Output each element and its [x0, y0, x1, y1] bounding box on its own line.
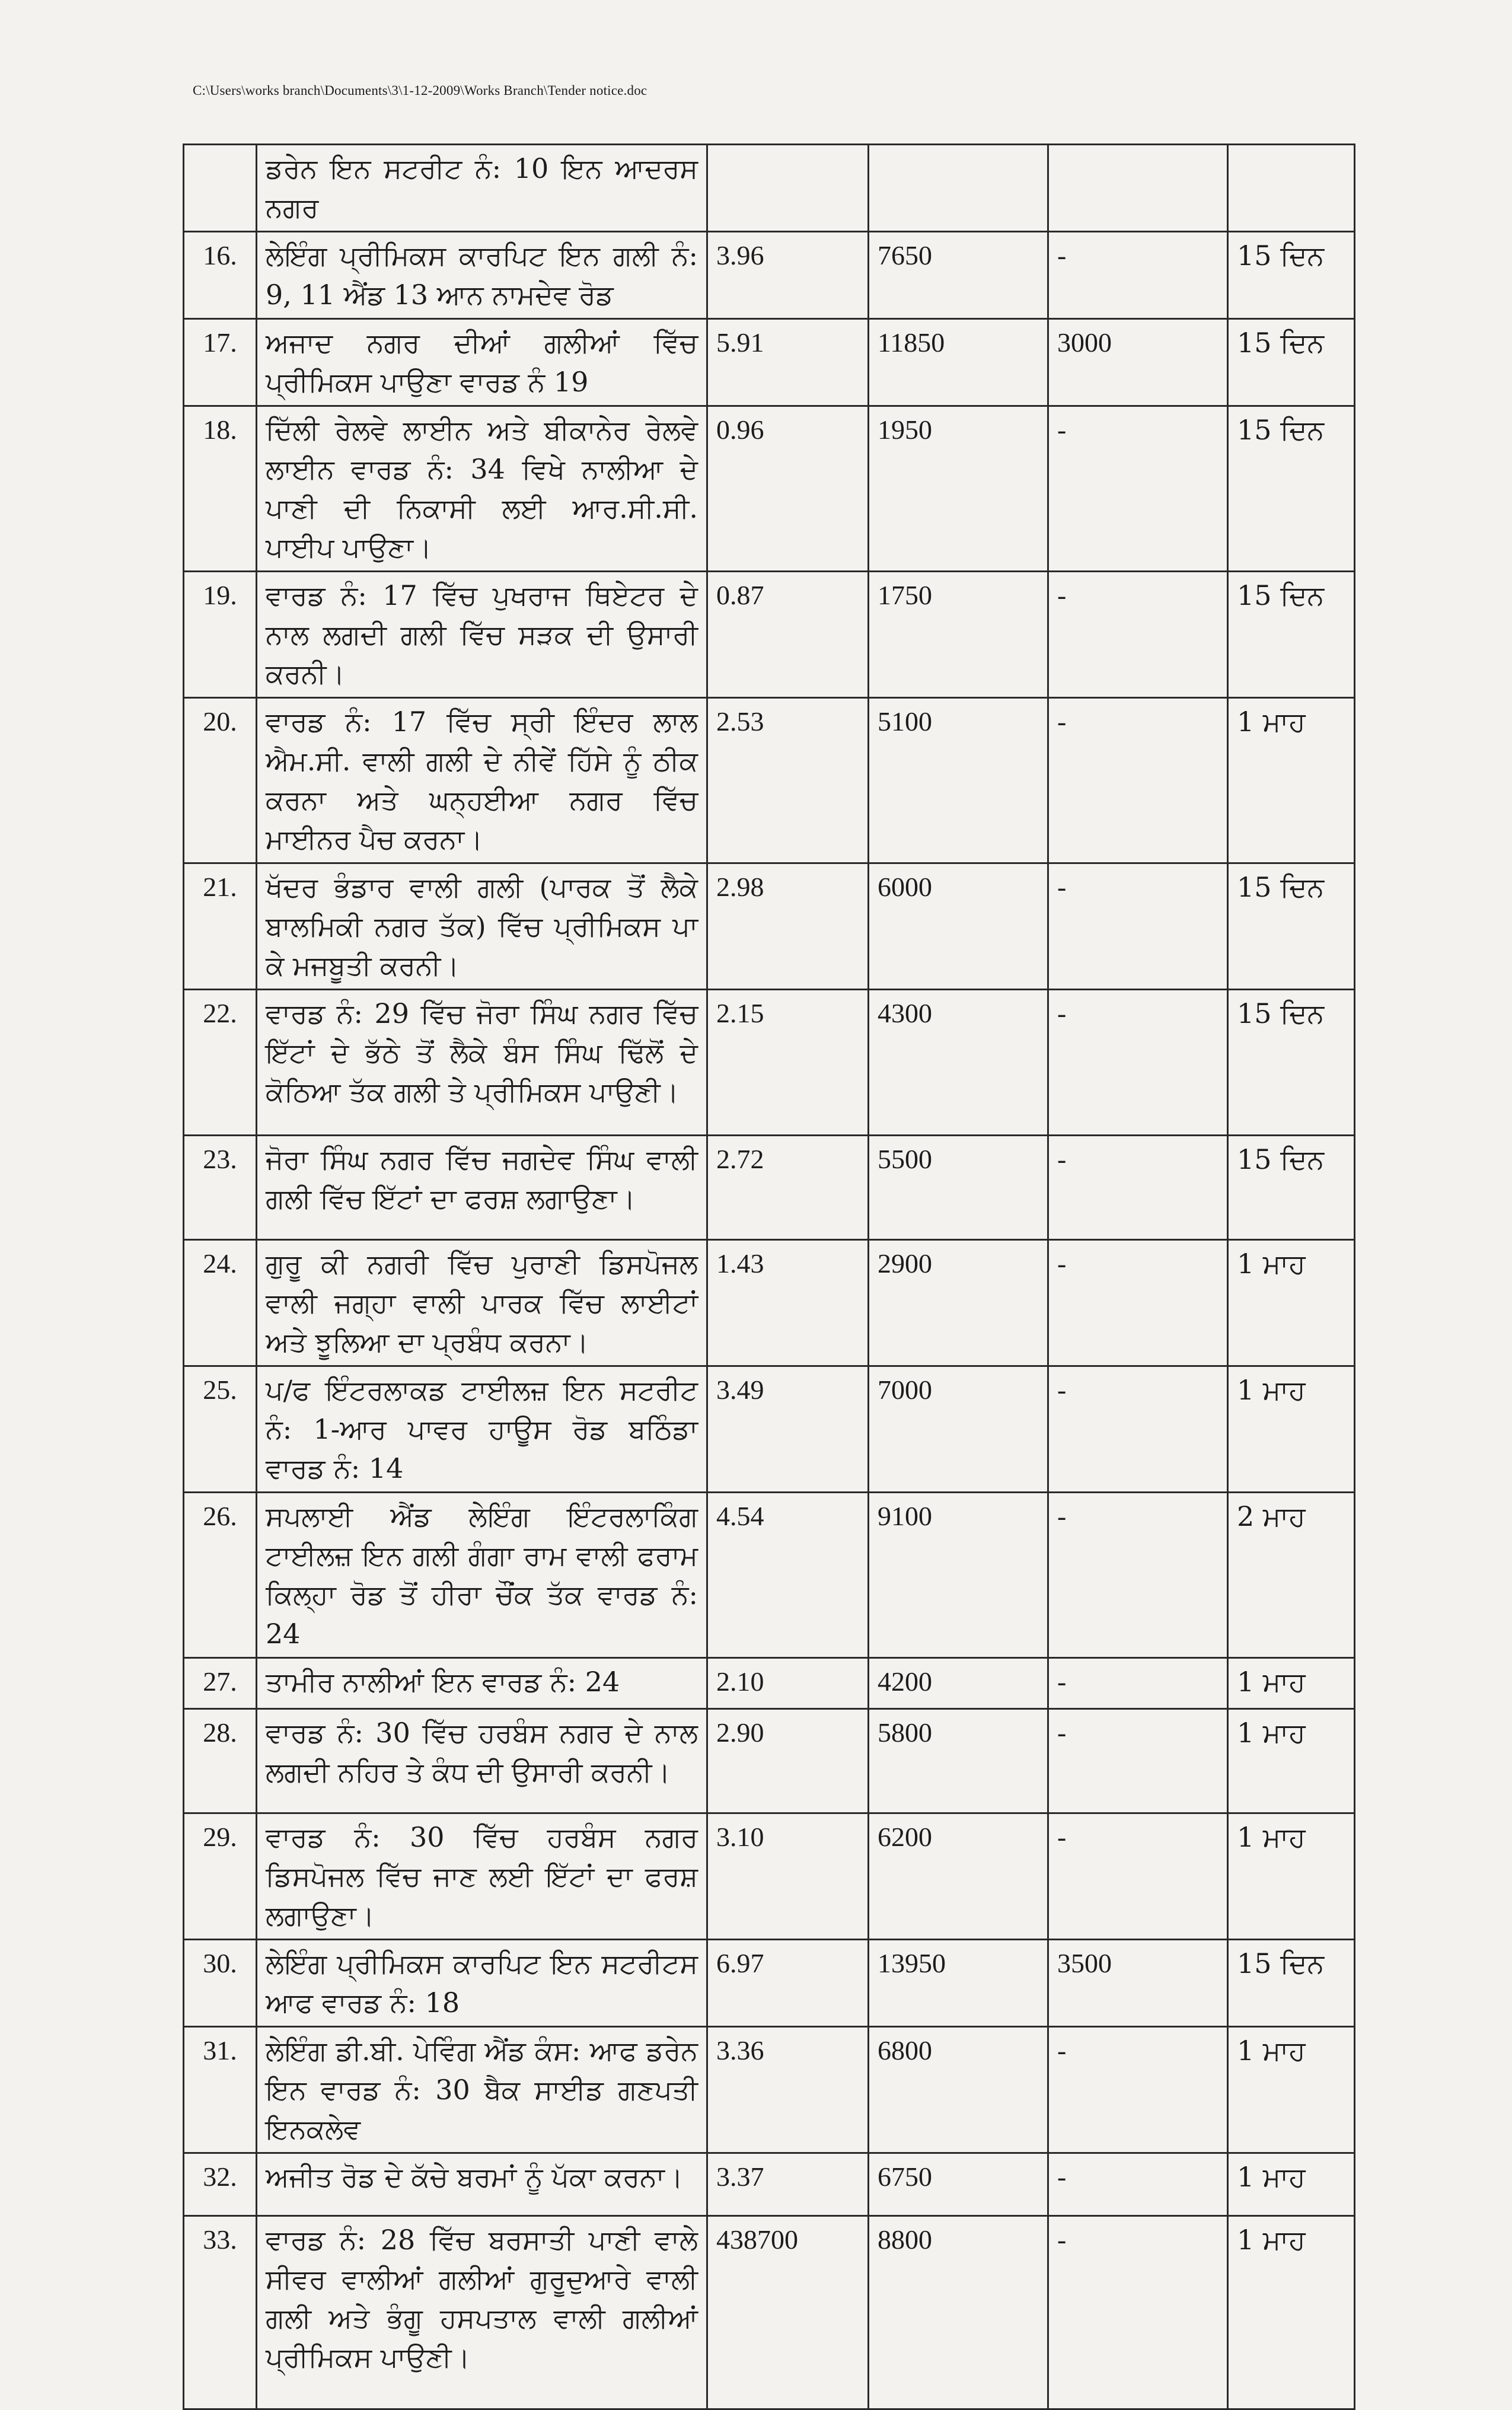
completion-time-cell: 15 ਦਿਨ [1228, 1940, 1355, 2027]
completion-time-cell: 15 ਦਿਨ [1228, 863, 1355, 990]
table-row [184, 1813, 1355, 1940]
earnest-money-cell: 5800 [869, 1709, 1048, 1813]
tender-cost-cell: - [1048, 232, 1228, 319]
tender-cost-cell: - [1048, 1366, 1228, 1493]
estimated-amount-cell: 0.96 [707, 406, 869, 572]
tender-cost-cell: - [1048, 2027, 1228, 2153]
estimated-amount-cell: 2.10 [707, 1658, 869, 1709]
completion-time-cell: 2 ਮਾਹ [1228, 1493, 1355, 1658]
earnest-money-cell: 7650 [869, 232, 1048, 319]
estimated-amount-cell: 2.72 [707, 1136, 869, 1240]
work-description-cell: ਦਿੱਲੀ ਰੇਲਵੇ ਲਾਈਨ ਅਤੇ ਬੀਕਾਨੇਰ ਰੇਲਵੇ ਲਾਈਨ ਵਾਰਡ ਨੰ: 34 ਵਿਖੇ ਨਾਲੀਆ ਦੇ ਪਾਣੀ ਦੀ ਨਿਕਾਸੀ ਲਈ ਆਰ.ਸੀ.ਸੀ. ਪਾਈਪ ਪਾਉਣਾ। [257, 406, 707, 572]
table-row [184, 863, 1355, 990]
tender-cost-cell: - [1048, 2153, 1228, 2216]
earnest-money-cell: 11850 [869, 319, 1048, 406]
serial-number-cell: 19. [184, 572, 257, 698]
table-row [184, 406, 1355, 572]
work-description-cell: ਡਰੇਨ ਇਨ ਸਟਰੀਟ ਨੰ: 10 ਇਨ ਆਦਰਸ ਨਗਰ [257, 145, 707, 232]
serial-number-cell [184, 145, 257, 232]
work-description-cell: ਵਾਰਡ ਨੰ: 28 ਵਿੱਚ ਬਰਸਾਤੀ ਪਾਣੀ ਵਾਲੇ ਸੀਵਰ ਵਾਲੀਆਂ ਗਲੀਆਂ ਗੁਰੂਦੁਆਰੇ ਵਾਲੀ ਗਲੀ ਅਤੇ ਭੰਗੂ ਹਸਪਤਾਲ ਵਾਲੀ ਗਲੀਆਂ ਪ੍ਰੀਮਿਕਸ ਪਾਉਣੀ। [257, 2216, 707, 2409]
completion-time-cell: 15 ਦਿਨ [1228, 406, 1355, 572]
table-row [184, 319, 1355, 406]
tender-works-table [183, 144, 1355, 2410]
completion-time-cell: 1 ਮਾਹ [1228, 698, 1355, 863]
tender-cost-cell: 3500 [1048, 1940, 1228, 2027]
tender-cost-cell: - [1048, 863, 1228, 990]
serial-number-cell: 28. [184, 1709, 257, 1813]
table-row [184, 1658, 1355, 1709]
table-row [184, 2153, 1355, 2216]
completion-time-cell: 15 ਦਿਨ [1228, 990, 1355, 1136]
table-row [184, 1493, 1355, 1658]
tender-cost-cell: - [1048, 990, 1228, 1136]
estimated-amount-cell: 2.98 [707, 863, 869, 990]
serial-number-cell: 17. [184, 319, 257, 406]
work-description-cell: ਗੁਰੂ ਕੀ ਨਗਰੀ ਵਿੱਚ ਪੁਰਾਣੀ ਡਿਸਪੋਜਲ ਵਾਲੀ ਜਗ੍ਹਾ ਵਾਲੀ ਪਾਰਕ ਵਿੱਚ ਲਾਈਟਾਂ ਅਤੇ ਝੂਲਿਆ ਦਾ ਪ੍ਰਬੰਧ ਕਰਨਾ। [257, 1240, 707, 1366]
table-row [184, 698, 1355, 863]
tender-cost-cell: - [1048, 2216, 1228, 2409]
table-row [184, 990, 1355, 1136]
work-description-cell: ਵਾਰਡ ਨੰ: 17 ਵਿੱਚ ਸ੍ਰੀ ਇੰਦਰ ਲਾਲ ਐਮ.ਸੀ. ਵਾਲੀ ਗਲੀ ਦੇ ਨੀਵੇਂ ਹਿੱਸੇ ਨੂੰ ਠੀਕ ਕਰਨਾ ਅਤੇ ਘਨ੍ਹਈਆ ਨਗਰ ਵਿੱਚ ਮਾਈਨਰ ਪੈਚ ਕਰਨਾ। [257, 698, 707, 863]
tender-cost-cell: - [1048, 1813, 1228, 1940]
work-description-cell: ਵਾਰਡ ਨੰ: 30 ਵਿੱਚ ਹਰਬੰਸ ਨਗਰ ਡਿਸਪੋਜਲ ਵਿੱਚ ਜਾਣ ਲਈ ਇੱਟਾਂ ਦਾ ਫਰਸ਼ ਲਗਾਉਣਾ। [257, 1813, 707, 1940]
earnest-money-cell: 6000 [869, 863, 1048, 990]
serial-number-cell: 16. [184, 232, 257, 319]
completion-time-cell: 1 ਮਾਹ [1228, 1658, 1355, 1709]
serial-number-cell: 27. [184, 1658, 257, 1709]
earnest-money-cell: 2900 [869, 1240, 1048, 1366]
work-description-cell: ਲੇਇੰਗ ਪ੍ਰੀਮਿਕਸ ਕਾਰਪਿਟ ਇਨ ਸਟਰੀਟਸ ਆਫ ਵਾਰਡ ਨੰ: 18 [257, 1940, 707, 2027]
earnest-money-cell: 4200 [869, 1658, 1048, 1709]
serial-number-cell: 25. [184, 1366, 257, 1493]
estimated-amount-cell: 6.97 [707, 1940, 869, 2027]
estimated-amount-cell: 3.36 [707, 2027, 869, 2153]
table-row [184, 1940, 1355, 2027]
serial-number-cell: 24. [184, 1240, 257, 1366]
document-file-path: C:\Users\works branch\Documents\3\1-12-2009\Works Branch\Tender notice.doc [193, 83, 647, 98]
serial-number-cell: 33. [184, 2216, 257, 2409]
work-description-cell: ਜੋਰਾ ਸਿੰਘ ਨਗਰ ਵਿੱਚ ਜਗਦੇਵ ਸਿੰਘ ਵਾਲੀ ਗਲੀ ਵਿੱਚ ਇੱਟਾਂ ਦਾ ਫਰਸ਼ ਲਗਾਉਣਾ। [257, 1136, 707, 1240]
completion-time-cell: 15 ਦਿਨ [1228, 232, 1355, 319]
table-row [184, 1366, 1355, 1493]
tender-cost-cell: - [1048, 1493, 1228, 1658]
serial-number-cell: 29. [184, 1813, 257, 1940]
estimated-amount-cell: 3.10 [707, 1813, 869, 1940]
earnest-money-cell: 1950 [869, 406, 1048, 572]
work-description-cell: ਅਜੀਤ ਰੋਡ ਦੇ ਕੱਚੇ ਬਰਮਾਂ ਨੂੰ ਪੱਕਾ ਕਰਨਾ। [257, 2153, 707, 2216]
serial-number-cell: 23. [184, 1136, 257, 1240]
completion-time-cell: 1 ਮਾਹ [1228, 2153, 1355, 2216]
serial-number-cell: 26. [184, 1493, 257, 1658]
tender-cost-cell: 3000 [1048, 319, 1228, 406]
estimated-amount-cell: 3.49 [707, 1366, 869, 1493]
tender-cost-cell [1048, 145, 1228, 232]
estimated-amount-cell: 1.43 [707, 1240, 869, 1366]
serial-number-cell: 31. [184, 2027, 257, 2153]
work-description-cell: ਅਜਾਦ ਨਗਰ ਦੀਆਂ ਗਲੀਆਂ ਵਿੱਚ ਪ੍ਰੀਮਿਕਸ ਪਾਉਣਾ ਵਾਰਡ ਨੰ 19 [257, 319, 707, 406]
work-description-cell: ਵਾਰਡ ਨੰ: 17 ਵਿੱਚ ਪੁਖਰਾਜ ਥਿਏਟਰ ਦੇ ਨਾਲ ਲਗਦੀ ਗਲੀ ਵਿੱਚ ਸੜਕ ਦੀ ਉਸਾਰੀ ਕਰਨੀ। [257, 572, 707, 698]
earnest-money-cell: 5500 [869, 1136, 1048, 1240]
earnest-money-cell [869, 145, 1048, 232]
earnest-money-cell: 1750 [869, 572, 1048, 698]
estimated-amount-cell: 3.96 [707, 232, 869, 319]
serial-number-cell: 18. [184, 406, 257, 572]
earnest-money-cell: 6750 [869, 2153, 1048, 2216]
tender-cost-cell: - [1048, 698, 1228, 863]
earnest-money-cell: 5100 [869, 698, 1048, 863]
table-row [184, 2216, 1355, 2409]
tender-cost-cell: - [1048, 572, 1228, 698]
completion-time-cell: 1 ਮਾਹ [1228, 2216, 1355, 2409]
work-description-cell: ਪ/ਫ ਇੰਟਰਲਾਕਡ ਟਾਈਲਜ਼ ਇਨ ਸਟਰੀਟ ਨੰ: 1-ਆਰ ਪਾਵਰ ਹਾਊਸ ਰੋਡ ਬਠਿੰਡਾ ਵਾਰਡ ਨੰ: 14 [257, 1366, 707, 1493]
table-row [184, 1136, 1355, 1240]
work-description-cell: ਵਾਰਡ ਨੰ: 29 ਵਿੱਚ ਜੋਰਾ ਸਿੰਘ ਨਗਰ ਵਿੱਚ ਇੱਟਾਂ ਦੇ ਭੱਠੇ ਤੋਂ ਲੈਕੇ ਬੰਸ ਸਿੰਘ ਢਿੱਲੋਂ ਦੇ ਕੋਠਿਆ ਤੱਕ ਗਲੀ ਤੇ ਪ੍ਰੀਮਿਕਸ ਪਾਉਣੀ। [257, 990, 707, 1136]
work-description-cell: ਤਾਮੀਰ ਨਾਲੀਆਂ ਇਨ ਵਾਰਡ ਨੰ: 24 [257, 1658, 707, 1709]
completion-time-cell: 1 ਮਾਹ [1228, 1813, 1355, 1940]
estimated-amount-cell: 2.15 [707, 990, 869, 1136]
earnest-money-cell: 6800 [869, 2027, 1048, 2153]
work-description-cell: ਖੱਦਰ ਭੰਡਾਰ ਵਾਲੀ ਗਲੀ (ਪਾਰਕ ਤੋਂ ਲੈਕੇ ਬਾਲਮਿਕੀ ਨਗਰ ਤੱਕ) ਵਿੱਚ ਪ੍ਰੀਮਿਕਸ ਪਾ ਕੇ ਮਜਬੂਤੀ ਕਰਨੀ। [257, 863, 707, 990]
table-row [184, 1240, 1355, 1366]
estimated-amount-cell: 2.90 [707, 1709, 869, 1813]
table-row [184, 1709, 1355, 1813]
completion-time-cell [1228, 145, 1355, 232]
table-row [184, 232, 1355, 319]
tender-cost-cell: - [1048, 1240, 1228, 1366]
earnest-money-cell: 6200 [869, 1813, 1048, 1940]
work-description-cell: ਲੇਇੰਗ ਪ੍ਰੀਮਿਕਸ ਕਾਰਪਿਟ ਇਨ ਗਲੀ ਨੰ: 9, 11 ਐਂਡ 13 ਆਨ ਨਾਮਦੇਵ ਰੋਡ [257, 232, 707, 319]
tender-cost-cell: - [1048, 1709, 1228, 1813]
earnest-money-cell: 13950 [869, 1940, 1048, 2027]
completion-time-cell: 1 ਮਾਹ [1228, 1366, 1355, 1493]
earnest-money-cell: 9100 [869, 1493, 1048, 1658]
serial-number-cell: 22. [184, 990, 257, 1136]
earnest-money-cell: 8800 [869, 2216, 1048, 2409]
estimated-amount-cell: 2.53 [707, 698, 869, 863]
tender-cost-cell: - [1048, 1136, 1228, 1240]
work-description-cell: ਵਾਰਡ ਨੰ: 30 ਵਿੱਚ ਹਰਬੰਸ ਨਗਰ ਦੇ ਨਾਲ ਲਗਦੀ ਨਹਿਰ ਤੇ ਕੰਧ ਦੀ ਉਸਾਰੀ ਕਰਨੀ। [257, 1709, 707, 1813]
work-description-cell: ਲੇਇੰਗ ਡੀ.ਬੀ. ਪੇਵਿੰਗ ਐਂਡ ਕੰਸ: ਆਫ ਡਰੇਨ ਇਨ ਵਾਰਡ ਨੰ: 30 ਬੈਕ ਸਾਈਡ ਗਣਪਤੀ ਇਨਕਲੇਵ [257, 2027, 707, 2153]
serial-number-cell: 20. [184, 698, 257, 863]
serial-number-cell: 21. [184, 863, 257, 990]
table-row [184, 572, 1355, 698]
serial-number-cell: 32. [184, 2153, 257, 2216]
estimated-amount-cell [707, 145, 869, 232]
estimated-amount-cell: 438700 [707, 2216, 869, 2409]
tender-cost-cell: - [1048, 1658, 1228, 1709]
completion-time-cell: 15 ਦਿਨ [1228, 319, 1355, 406]
estimated-amount-cell: 3.37 [707, 2153, 869, 2216]
completion-time-cell: 1 ਮਾਹ [1228, 1709, 1355, 1813]
completion-time-cell: 1 ਮਾਹ [1228, 1240, 1355, 1366]
table-row [184, 145, 1355, 232]
tender-cost-cell: - [1048, 406, 1228, 572]
estimated-amount-cell: 4.54 [707, 1493, 869, 1658]
completion-time-cell: 15 ਦਿਨ [1228, 1136, 1355, 1240]
completion-time-cell: 15 ਦਿਨ [1228, 572, 1355, 698]
work-description-cell: ਸਪਲਾਈ ਐਂਡ ਲੇਇੰਗ ਇੰਟਰਲਾਕਿੰਗ ਟਾਈਲਜ਼ ਇਨ ਗਲੀ ਗੰਗਾ ਰਾਮ ਵਾਲੀ ਫਰਾਮ ਕਿਲ੍ਹਾ ਰੋਡ ਤੋਂ ਹੀਰਾ ਚੌਂਕ ਤੱਕ ਵਾਰਡ ਨੰ: 24 [257, 1493, 707, 1658]
estimated-amount-cell: 5.91 [707, 319, 869, 406]
serial-number-cell: 30. [184, 1940, 257, 2027]
completion-time-cell: 1 ਮਾਹ [1228, 2027, 1355, 2153]
estimated-amount-cell: 0.87 [707, 572, 869, 698]
earnest-money-cell: 7000 [869, 1366, 1048, 1493]
earnest-money-cell: 4300 [869, 990, 1048, 1136]
table-row [184, 2027, 1355, 2153]
